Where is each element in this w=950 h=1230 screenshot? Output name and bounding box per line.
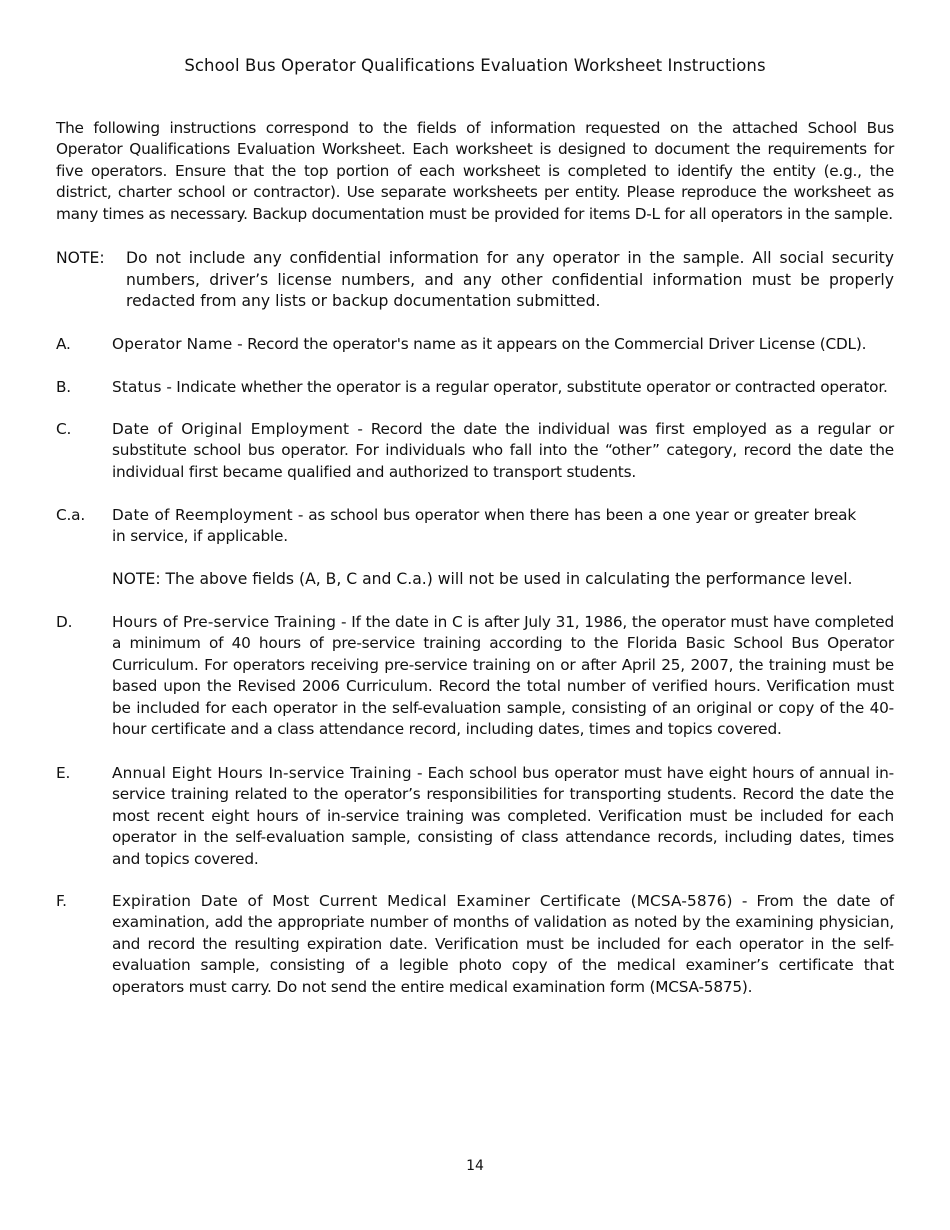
- item-heading: Status: [112, 378, 162, 396]
- item-letter: B.: [56, 378, 71, 396]
- item-text: - From the date of examination, add the appropriate number of months of validation as noted by the examining physician, and record the resulting expiration date. Verification must be included for each operator in the self-evaluation sample, consisting of a legible photo copy of the medical examiner’s certificate that operators must carry. Do not send the entire medical examination form (MCSA-5875).: [112, 892, 894, 996]
- note-text: Do not include any confidential information for any operator in the sample. All social security numbers, driver’s license numbers, and any other confidential information must be properly redacted from any lists or backup documentation submitted.: [126, 249, 894, 310]
- instruction-item-d: [56, 612, 894, 740]
- item-letter: C.a.: [56, 506, 85, 524]
- instruction-item-c: [56, 419, 894, 483]
- page-title: School Bus Operator Qualifications Evaluation Worksheet Instructions: [184, 56, 766, 75]
- instruction-item-ca: [56, 505, 894, 548]
- item-heading: Operator Name: [112, 335, 233, 353]
- instruction-item-f: [56, 891, 894, 998]
- intro-paragraph: The following instructions correspond to the fields of information requested on the attached School Bus Operator Qualifications Evaluation Worksheet. Each worksheet is designed to document the requirements for five operators. Ensure that the top portion of each worksheet is completed to identify the entity (e.g., the district, charter school or contractor). Use separate worksheets per entity. Please reproduce the worksheet as many times as necessary. Backup documentation must be provided for items D-L for all operators in the sample.: [56, 119, 894, 223]
- item-text: - Record the date the individual was first employed as a regular or substitute school bus operator. For individuals who fall into the “other” category, record the date the individual first became qualified and authorized to transport students.: [112, 420, 894, 481]
- item-heading: Expiration Date of Most Current Medical Examiner Certificate (MCSA-5876): [112, 892, 733, 910]
- item-letter: D.: [56, 613, 73, 631]
- item-heading: Annual Eight Hours In-service Training: [112, 764, 412, 782]
- item-text: - Indicate whether the operator is a regular operator, substitute operator or contracted operator.: [161, 378, 888, 396]
- performance-note: NOTE: The above fields (A, B, C and C.a.) will not be used in calculating the performance level.: [112, 570, 853, 588]
- page-number: 14: [466, 1158, 484, 1174]
- item-text: - as school bus operator when there has been a one year or greater break in service, if applicable.: [112, 506, 856, 546]
- item-heading: Hours of Pre-service Training: [112, 613, 337, 631]
- instruction-item-a: [56, 334, 894, 355]
- item-text: - Record the operator's name as it appears on the Commercial Driver License (CDL).: [232, 335, 867, 353]
- confidentiality-note: [56, 248, 894, 313]
- item-letter: A.: [56, 335, 71, 353]
- item-letter: F.: [56, 892, 67, 910]
- item-heading: Date of Reemployment: [112, 506, 293, 524]
- item-letter: E.: [56, 764, 71, 782]
- note-label: NOTE:: [56, 249, 105, 267]
- instruction-item-b: [56, 377, 894, 398]
- item-letter: C.: [56, 420, 72, 438]
- instruction-item-e: [56, 763, 894, 870]
- item-heading: Date of Original Employment: [112, 420, 350, 438]
- item-text: - If the date in C is after July 31, 1986, the operator must have completed a minimum of 40 hours of pre-service training according to the Florida Basic School Bus Operator Curriculum. For operators receiving pre-service training on or after April 25, 2007, the training must be based upon the Revised 2006 Curriculum. Record the total number of verified hours. Verification must be included for each operator in the self-evaluation sample, consisting of an original or copy of the 40-hour certificate and a class attendance record, including dates, times and topics covered.: [112, 613, 894, 739]
- item-text: - Each school bus operator must have eight hours of annual in-service training related to the operator’s responsibilities for transporting students. Record the date the most recent eight hours of in-service training was completed. Verification must be included for each operator in the self-evaluation sample, consisting of class attendance records, including dates, times and topics covered.: [112, 764, 894, 868]
